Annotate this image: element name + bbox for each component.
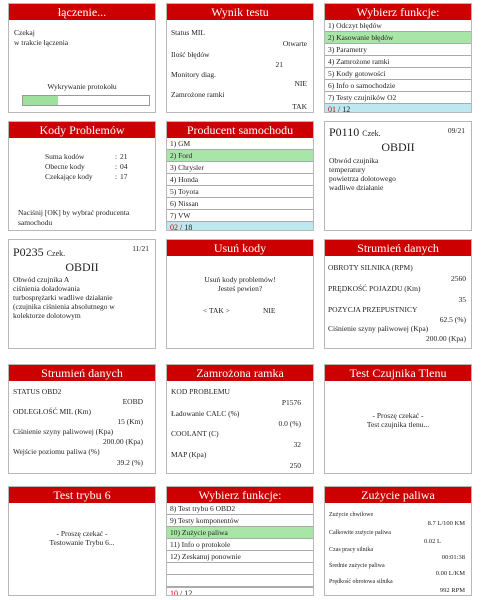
desc-line: temperatury	[329, 165, 366, 174]
row-value: 250	[289, 461, 301, 470]
protocol-status: Wykrywanie protokołu	[47, 82, 117, 91]
row-value: 32	[293, 440, 301, 449]
row-value: 2560	[451, 274, 466, 283]
dtc-wait: Czek.	[46, 249, 66, 258]
dtc-code	[329, 126, 381, 140]
code-counter: 11/21	[132, 244, 149, 253]
testing-text: Test czujnika tlenu...	[366, 420, 430, 429]
screen-title: Wybierz funkcje:	[167, 487, 313, 503]
screen-title: Kody Problemów	[9, 122, 155, 138]
yes-button[interactable]: < TAK >	[203, 306, 230, 315]
screen-o2-sensor-test	[324, 364, 472, 474]
dtc-code	[13, 246, 65, 260]
row-value: NIE	[294, 79, 307, 88]
row-value: 62.5 (%)	[439, 315, 466, 324]
row-label: Ładowanie CALC (%)	[171, 409, 240, 418]
progress-bar	[22, 95, 150, 106]
screen-fuel-consumption	[324, 486, 472, 596]
screen-live-data-1	[324, 239, 472, 349]
screen-title: Wynik testu	[167, 4, 313, 20]
menu-item-ford[interactable]: 2) Ford	[167, 150, 313, 162]
page-indicator	[325, 104, 471, 113]
menu-item-protocol-info[interactable]: 11) Info o protokole	[167, 539, 313, 551]
menu-item-rescan[interactable]: 12) Zeskanuj ponownie	[167, 551, 313, 563]
row-label: Zamrożone ramki	[171, 90, 225, 99]
screen-manufacturer	[166, 121, 314, 231]
desc-line: powietrza dolotowego	[329, 174, 396, 183]
row-label: OBROTY SILNIKA (RPM)	[328, 263, 413, 272]
row-value: 200.00 (Kpa)	[103, 437, 143, 446]
row-value: P1576	[281, 398, 301, 407]
row-label: Ciśnienie szyny paliwowej (Kpa)	[13, 427, 114, 436]
wait-text: - Proszę czekać -	[372, 411, 424, 420]
dtc-wait: Czek.	[362, 129, 381, 138]
row-value: 0.02 L	[424, 538, 441, 545]
screen-problem-codes	[8, 121, 156, 231]
menu-item-readiness[interactable]: 5) Kody gotowości	[325, 68, 471, 80]
screen-title: Producent samochodu	[167, 122, 313, 138]
screen-title: Wybierz funkcje:	[325, 4, 471, 20]
screen-code-detail-p0235	[8, 239, 156, 349]
row-label: Ciśnienie szyny paliwowej (Kpa)	[328, 324, 429, 333]
screen-title: Strumień danych	[325, 240, 471, 256]
connecting-text: w trakcie łączenia	[14, 38, 69, 47]
menu-item-honda[interactable]: 4) Honda	[167, 174, 313, 186]
row-value: 0.00 L/KM	[435, 570, 465, 577]
row-label: PRĘDKOŚĆ POJAZDU (Km)	[328, 284, 421, 293]
row-label: Suma kodów	[45, 152, 85, 161]
obd-standard: OBDII	[65, 260, 99, 274]
row-label: Zużycie chwilowe	[329, 512, 374, 518]
row-value: 17	[120, 172, 128, 181]
row-label: KOD PROBLEMU	[171, 387, 230, 396]
row-value: 15 (Km)	[117, 417, 143, 426]
row-value: 21	[120, 152, 128, 161]
row-label: Obecne kody	[45, 162, 85, 171]
row-label: Czekające kody	[45, 172, 93, 181]
row-value: 0.0 (%)	[278, 419, 301, 428]
page-current: 01	[328, 105, 336, 113]
menu-item-empty	[167, 575, 313, 587]
desc-line: ciśnienia doładowania	[13, 284, 80, 293]
screen-clear-codes	[166, 239, 314, 349]
menu-item-component-tests[interactable]: 9) Testy komponentów	[167, 515, 313, 527]
menu-item-chrysler[interactable]: 3) Chrysler	[167, 162, 313, 174]
screen-title: Zamrożona ramka	[167, 365, 313, 381]
row-value: EOBD	[122, 397, 143, 406]
menu-item-empty	[167, 563, 313, 575]
row-value: 04	[120, 162, 128, 171]
row-value: 992 RPM	[439, 587, 465, 594]
screen-freeze-frame	[166, 364, 314, 474]
screen-title: Test Czujnika Tlenu	[325, 365, 471, 381]
menu-item-o2-tests[interactable]: 7) Testy czujników O2	[325, 92, 471, 104]
desc-line: Obwód czujnika A	[13, 275, 70, 284]
testing-text: Testowanie Trybu 6...	[49, 538, 115, 547]
page-total: / 12	[338, 105, 351, 113]
screen-title: Test trybu 6	[9, 487, 155, 503]
screen-title: Strumień danych	[9, 365, 155, 381]
row-label: Wejście poziomu paliwa (%)	[13, 447, 100, 456]
menu-item-nissan[interactable]: 6) Nissan	[167, 198, 313, 210]
screen-title: Usuń kody	[167, 240, 313, 256]
page-current: 10	[170, 589, 178, 596]
row-value: TAK	[292, 102, 307, 111]
manufacturer-menu	[167, 138, 313, 231]
row-label: Status MIL	[171, 28, 205, 37]
row-label: POZYCJA PRZEPUSTNICY	[328, 305, 418, 314]
row-label: Prędkość obrotowa silnika	[329, 579, 393, 585]
row-label: Monitory diag.	[171, 70, 216, 79]
page-current: 02	[170, 223, 178, 231]
row-value: 200.00 (Kpa)	[426, 334, 466, 343]
desc-line: Obwód czujnika	[329, 156, 379, 165]
page-indicator	[167, 587, 313, 596]
row-value: 35	[458, 295, 466, 304]
hint-text: Naciśnij [OK] by wybrać producenta	[18, 208, 130, 217]
row-label: COOLANT (C)	[171, 429, 219, 438]
row-label: Ilość błędów	[171, 50, 210, 59]
row-value: 21	[275, 60, 283, 69]
screen-test-result	[166, 3, 314, 113]
screen-function-menu-2	[166, 486, 314, 596]
row-value: 8.7 L/100 KM	[427, 520, 465, 527]
row-value: Otwarte	[282, 39, 307, 48]
obd-standard: OBDII	[381, 140, 415, 154]
menu-item-parameters[interactable]: 3) Parametry	[325, 44, 471, 56]
page-total: / 12	[180, 589, 193, 596]
function-menu	[167, 503, 313, 596]
screen-code-detail-p0110	[324, 121, 472, 231]
menu-item-clear-codes[interactable]: 2) Kasowanie błędów	[325, 32, 471, 44]
screen-function-menu-1	[324, 3, 472, 113]
row-label: Średnie zużycie paliwa	[329, 563, 385, 569]
confirm-question: Usuń kody problemów!	[204, 275, 276, 284]
row-label: Całkowite zużycie paliwa	[329, 530, 391, 536]
row-label: ODLEGŁOŚĆ MIL (Km)	[13, 407, 92, 416]
row-sep: :	[115, 152, 118, 161]
menu-item-vehicle-info[interactable]: 6) Info o samochodzie	[325, 80, 471, 92]
wait-text: - Proszę czekać -	[56, 529, 108, 538]
dtc-code-text: P0110	[329, 125, 360, 139]
hint-text: samochodu	[18, 218, 53, 227]
wait-text: Czekaj	[14, 28, 35, 37]
screen-title: łączenie...	[9, 4, 155, 20]
function-menu	[325, 20, 471, 113]
page-indicator	[167, 222, 313, 231]
desc-line: (czujnika ciśnienia absolutnego w	[13, 302, 115, 311]
row-label: STATUS OBD2	[13, 387, 62, 396]
confirm-question: Jesteś pewien?	[217, 284, 263, 293]
dtc-code-text: P0235	[13, 245, 44, 259]
screen-live-data-2	[8, 364, 156, 474]
menu-item-vw[interactable]: 7) VW	[167, 210, 313, 222]
row-sep: :	[115, 162, 118, 171]
code-counter: 09/21	[447, 126, 465, 135]
screen-connecting	[8, 3, 156, 113]
row-value: 39.2 (%)	[116, 458, 143, 467]
menu-item-mode6[interactable]: 8) Test trybu 6 OBD2	[167, 503, 313, 515]
menu-item-read-codes[interactable]: 1) Odczyt błędów	[325, 20, 471, 32]
menu-item-gm[interactable]: 1) GM	[167, 138, 313, 150]
desc-line: wadliwe działanie	[329, 183, 384, 192]
row-label: MAP (Kpa)	[171, 450, 207, 459]
progress-fill	[23, 96, 58, 105]
page-total: / 18	[180, 223, 193, 231]
row-label: Czas pracy silnika	[329, 547, 373, 553]
desc-line: turbosprężarki wadliwe działanie	[13, 293, 113, 302]
desc-line: kolektorze dolotowym	[13, 311, 81, 320]
screen-mode6-test	[8, 486, 156, 596]
menu-item-toyota[interactable]: 5) Toyota	[167, 186, 313, 198]
menu-item-fuel-consumption[interactable]: 10) Zużycie paliwa	[167, 527, 313, 539]
row-value: 00:01:38	[441, 554, 465, 561]
no-button[interactable]: NIE	[263, 306, 276, 315]
menu-item-freeze-frame[interactable]: 4) Zamrożone ramki	[325, 56, 471, 68]
row-sep: :	[115, 172, 118, 181]
screen-title: Zużycie paliwa	[325, 487, 471, 503]
